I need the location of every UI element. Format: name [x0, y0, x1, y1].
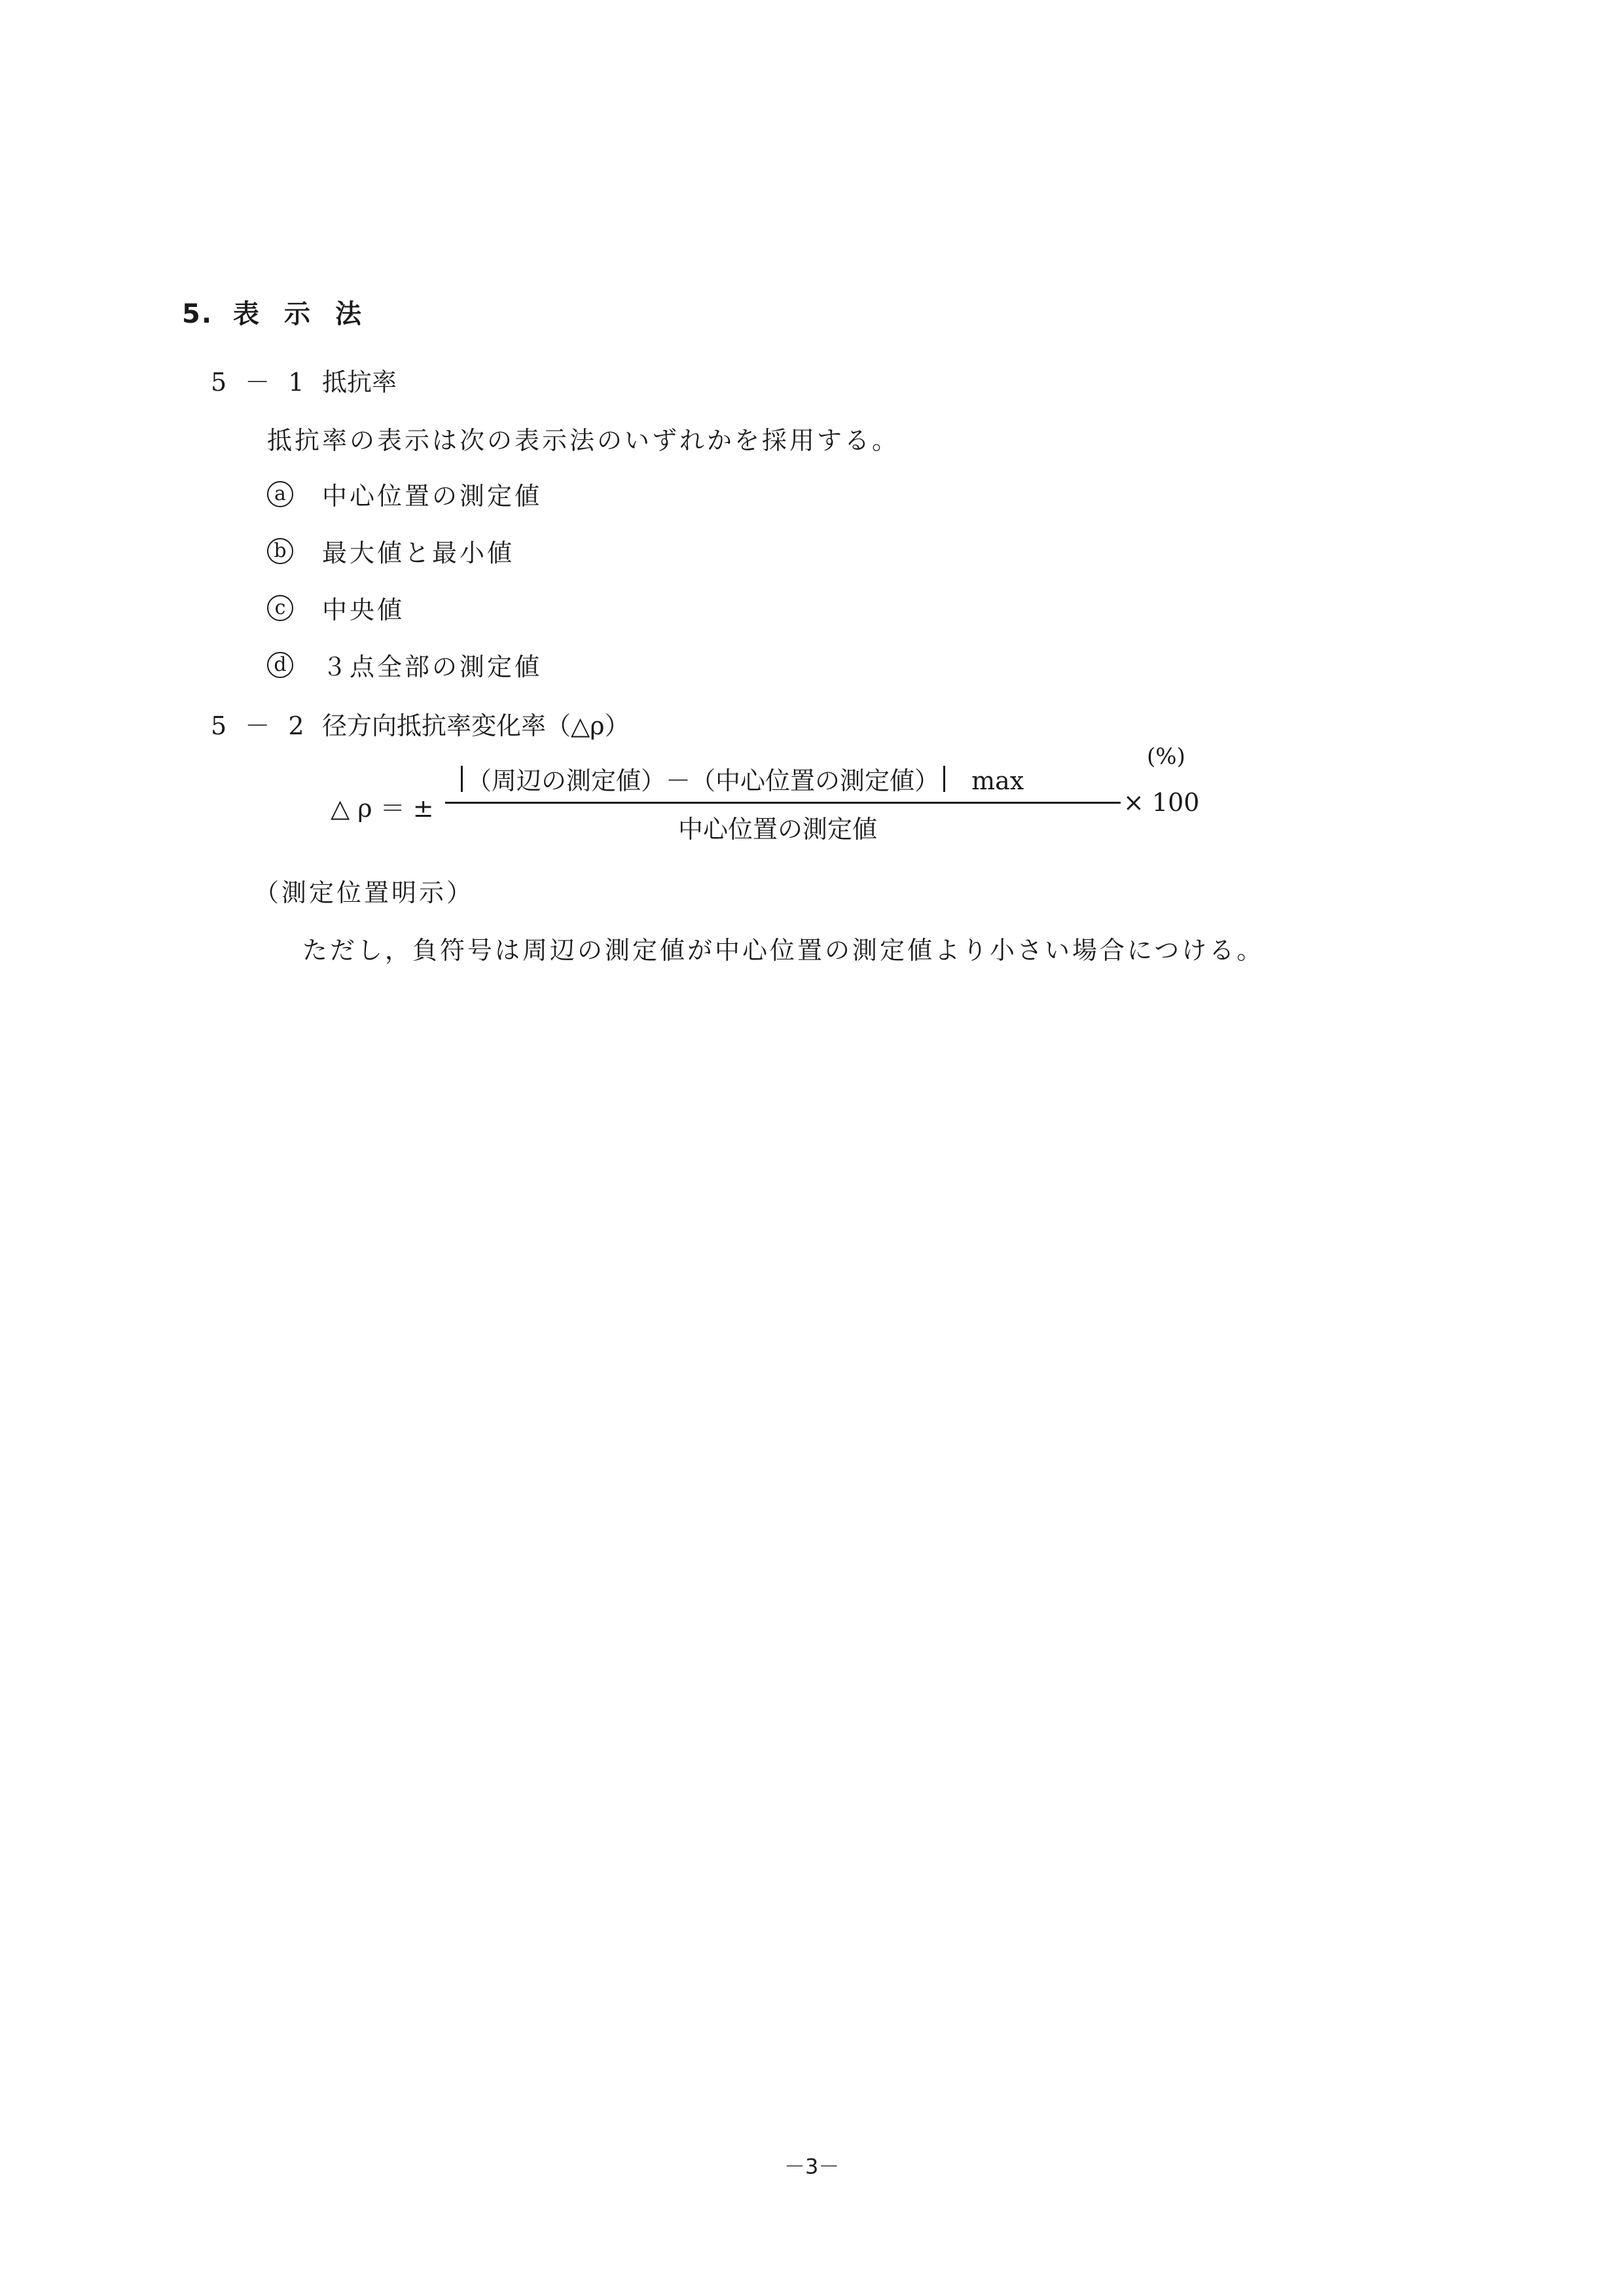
formula-lhs: △ ρ ＝ ± — [331, 794, 434, 823]
list-item — [267, 533, 514, 569]
subsection-2-title: 径方向抵抗率変化率（△ρ） — [322, 711, 630, 740]
fraction-line — [445, 802, 1121, 804]
list-item — [267, 647, 542, 683]
absolute-value-bar-left — [461, 766, 463, 792]
absolute-value-bar-right — [943, 766, 945, 792]
list-item-label: 中央値 — [322, 596, 405, 624]
list-item-label: 最大値と最小値 — [322, 539, 515, 567]
circled-letter-a: a — [267, 481, 293, 507]
list-item-label: ３点全部の測定値 — [322, 653, 543, 681]
formula-denominator: 中心位置の測定値 — [678, 815, 878, 844]
section-heading — [182, 293, 386, 331]
formula-numerator — [457, 761, 1024, 797]
subsection-1-number: 5 － 1 — [211, 368, 310, 397]
subsection-1-intro: 抵抗率の表示は次の表示法のいずれかを採用する。 — [267, 426, 900, 455]
subsection-2-number: 5 － 2 — [211, 711, 310, 740]
formula-multiplier: × 100 — [1123, 788, 1200, 817]
page-number: －3－ — [784, 2154, 840, 2179]
subsection-2-heading — [211, 706, 630, 742]
measurement-position-note: （測定位置明示） — [254, 878, 475, 907]
circled-letter-b: b — [267, 538, 293, 564]
subsection-1-title: 抵抗率 — [322, 368, 397, 397]
section-title: 表示法 — [233, 299, 386, 329]
subsection-1-heading — [211, 362, 397, 398]
numerator-text: （周辺の測定値）－（中心位置の測定値） — [467, 766, 940, 795]
max-label: max — [971, 766, 1024, 795]
section-number: 5. — [182, 299, 213, 329]
circled-letter-c: c — [267, 595, 293, 621]
sign-note: ただし，負符号は周辺の測定値が中心位置の測定値より小さい場合につける。 — [302, 936, 1265, 965]
list-item — [267, 476, 542, 512]
circled-letter-d: d — [267, 652, 293, 678]
list-item-label: 中心位置の測定値 — [322, 482, 543, 511]
formula-unit: (%) — [1147, 744, 1185, 770]
list-item — [267, 590, 405, 626]
